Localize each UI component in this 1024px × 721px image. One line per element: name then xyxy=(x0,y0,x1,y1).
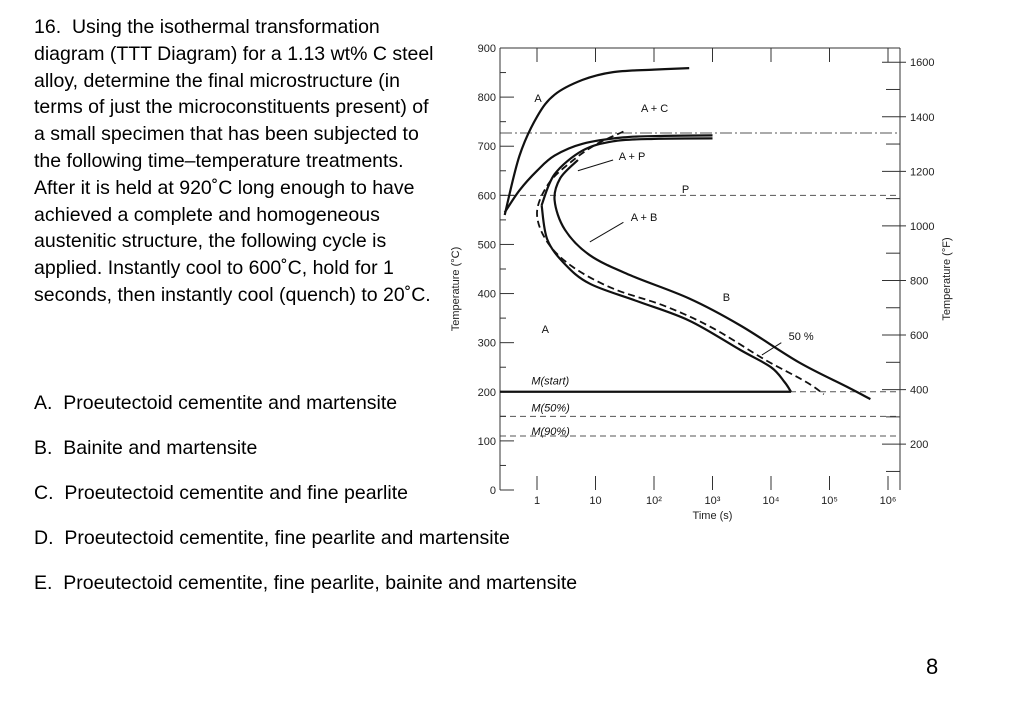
a-plus-b-pointer xyxy=(590,222,624,242)
region-label: M(50%) xyxy=(531,402,570,415)
region-label: A xyxy=(534,93,542,106)
option-c-letter: C. xyxy=(34,482,54,504)
y-tick-label: 300 xyxy=(477,337,496,350)
option-c-text: Proeutectoid cementite and fine pearlite xyxy=(64,482,408,504)
option-e-text: Proeutectoid cementite, fine pearlite, bainite and martensite xyxy=(63,572,578,594)
option-b[interactable] xyxy=(34,436,257,460)
y-tick-label: 800 xyxy=(477,92,496,105)
region-label: P xyxy=(681,183,690,196)
y-right-tick-label: 600 xyxy=(910,330,929,343)
x-axis-title: Time (s) xyxy=(692,510,733,522)
x-tick-label: 10⁶ xyxy=(879,495,897,507)
y-right-tick-label: 400 xyxy=(910,384,929,397)
option-e-letter: E. xyxy=(34,572,53,594)
ttt-diagram xyxy=(440,30,960,520)
question-number: 16. xyxy=(34,16,62,38)
question-body: Using the isothermal transformation diagram (TTT Diagram) for a 1.13 wt% C steel alloy, determine the final microstructure (in terms of just the microconstituents present) of a small specimen that has been subjected to the following time–temperature treatments. After it is held at 920˚C long enough to have achieved a complete and homogeneous austenitic structure, the following cycle is applied. Instantly cool to 600˚C, hold for 1 seconds, then instantly cool (quench) to 20˚C. xyxy=(34,16,434,306)
y-axis-title-right: Temperature (°F) xyxy=(941,237,953,321)
region-label: A + P xyxy=(618,150,646,163)
y-right-tick-label: 1600 xyxy=(910,57,935,70)
transformation-curve-6 xyxy=(554,160,870,399)
option-c[interactable] xyxy=(34,481,408,505)
region-label: M(90%) xyxy=(531,425,570,438)
y-right-tick-label: 200 xyxy=(910,439,929,452)
x-tick-label: 10 xyxy=(589,495,602,507)
y-tick-label: 0 xyxy=(489,485,496,497)
region-label: B xyxy=(722,291,731,304)
region-label: 50 % xyxy=(788,331,814,344)
option-a-text: Proeutectoid cementite and martensite xyxy=(63,392,398,414)
region-label: M(start) xyxy=(531,375,570,388)
question-text-block xyxy=(34,14,444,309)
option-e[interactable] xyxy=(34,571,577,595)
transformation-curves xyxy=(500,68,870,399)
y-tick-label: 500 xyxy=(477,239,496,252)
x-tick-label: 1 xyxy=(533,495,541,507)
x-tick-label: 10³ xyxy=(704,495,721,507)
y-right-tick-label: 1400 xyxy=(910,111,935,124)
y-axis-title: Temperature (°C) xyxy=(450,246,462,332)
region-label: A + B xyxy=(630,211,658,224)
region-label: A + C xyxy=(641,102,669,115)
option-d[interactable] xyxy=(34,526,510,550)
region-label: A xyxy=(541,323,549,336)
page-number: 8 xyxy=(926,654,939,679)
y-right-tick-label: 800 xyxy=(910,275,929,288)
x-tick-label: 10⁵ xyxy=(821,495,838,507)
transformation-curve-5 xyxy=(537,132,824,395)
a-plus-p-pointer xyxy=(578,160,613,171)
region-labels xyxy=(531,93,814,438)
y-tick-label: 400 xyxy=(477,288,496,301)
option-a[interactable] xyxy=(34,391,397,415)
y-tick-label: 100 xyxy=(477,435,496,448)
y-right-tick-label: 1000 xyxy=(910,220,935,233)
option-d-text: Proeutectoid cementite, fine pearlite and martensite xyxy=(64,527,510,549)
option-b-letter: B. xyxy=(34,437,53,459)
transformation-curve-4 xyxy=(542,205,791,392)
y-right-tick-label: 1200 xyxy=(910,166,935,179)
y-tick-label: 900 xyxy=(477,43,496,55)
x-tick-label: 10² xyxy=(646,495,662,507)
x-tick-label: 10⁴ xyxy=(762,495,780,507)
option-b-text: Bainite and martensite xyxy=(63,437,258,459)
y-tick-label: 200 xyxy=(477,386,496,399)
transformation-curve-2 xyxy=(505,135,713,212)
y-tick-label: 700 xyxy=(477,141,496,154)
question-paragraph xyxy=(34,14,444,309)
chart-axes xyxy=(450,43,953,522)
option-a-letter: A. xyxy=(34,392,53,414)
option-d-letter: D. xyxy=(34,527,54,549)
y-tick-label: 600 xyxy=(477,190,496,203)
